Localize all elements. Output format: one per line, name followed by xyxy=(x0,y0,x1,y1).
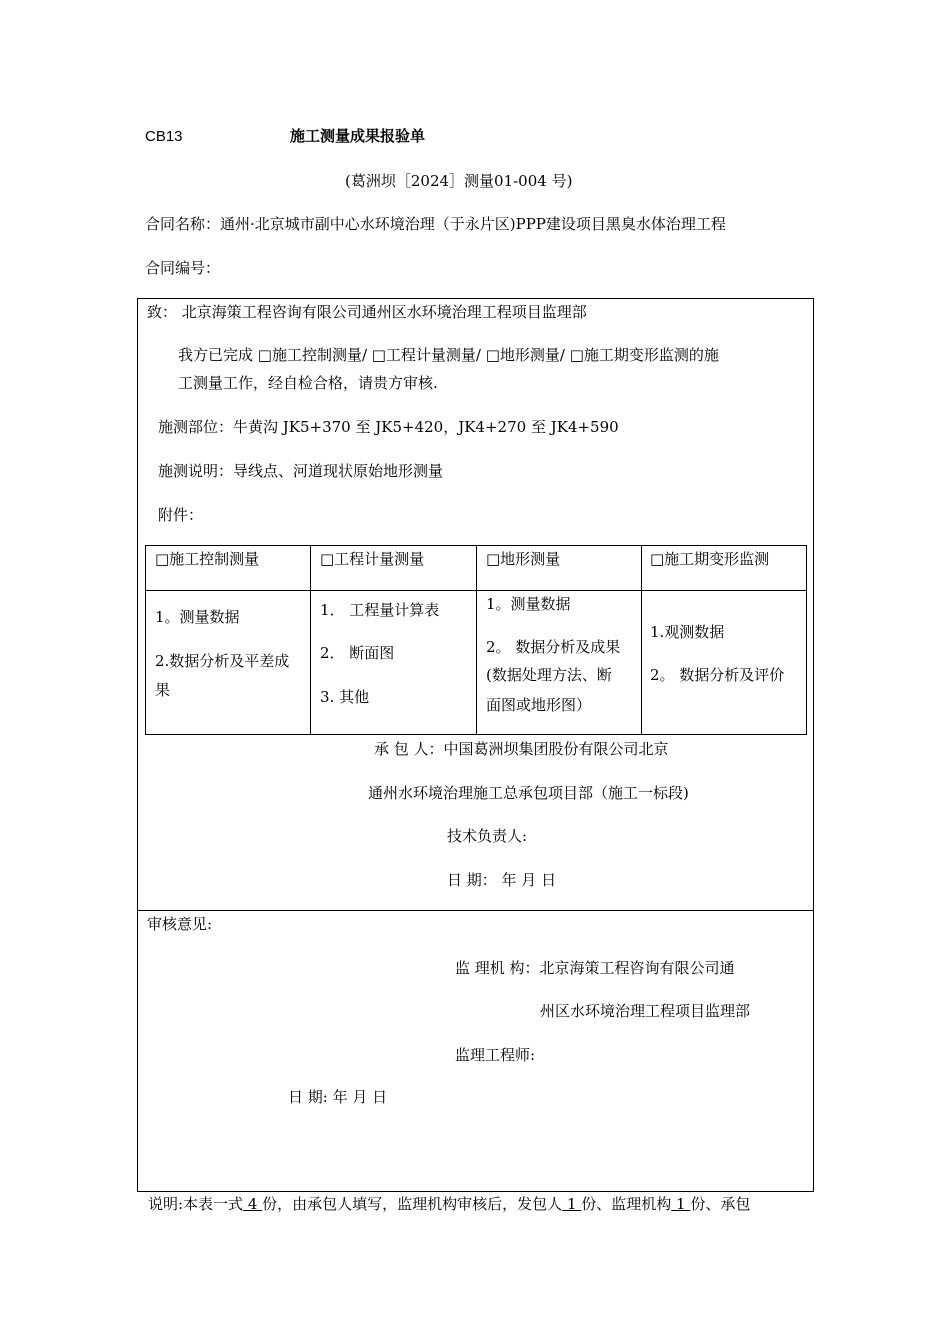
contract-name: 合同名称：通州·北京城市副中心水环境治理（于永片区)PPP建设项目黑臭水体治理工程 xyxy=(145,215,726,233)
note-text: 份、承包 xyxy=(690,1195,751,1213)
table-col-divider xyxy=(476,545,477,735)
page-title: 施工测量成果报验单 xyxy=(290,127,426,145)
contract-number: 合同编号： xyxy=(145,259,221,277)
statement-line-1: 我方已完成 □施工控制测量/ □工程计量测量/ □地形测量/ □施工期变形监测的施 xyxy=(178,346,719,364)
addressee-line: 致： 北京海策工程咨询有限公司通州区水环境治理工程项目监理部 xyxy=(147,303,587,321)
supervising-engineer-label: 监理工程师: xyxy=(455,1046,536,1064)
copies-total: 4 xyxy=(243,1195,263,1213)
survey-location: 施测部位：牛黄沟 JK5+370 至 JK5+420，JK4+270 至 JK4+590 xyxy=(158,418,619,436)
table-cell: 1． 工程量计算表 xyxy=(320,601,440,619)
table-header-deformation-monitoring: □施工期变形监测 xyxy=(650,550,770,568)
contractor-line-1: 承 包 人：中国葛洲坝集团股份有限公司北京 xyxy=(374,740,669,758)
table-cell: 3. 其他 xyxy=(320,688,370,706)
copies-owner: 1 xyxy=(562,1195,582,1213)
agency-line-2: 州区水环境治理工程项目监理部 xyxy=(540,1002,751,1020)
review-label: 审核意见: xyxy=(147,915,213,933)
table-cell: 面图或地形图） xyxy=(486,696,592,714)
footer-note xyxy=(148,1195,750,1213)
table-cell: 1。测量数据 xyxy=(486,595,571,613)
table-cell: 1.观测数据 xyxy=(650,623,725,641)
copies-agency: 1 xyxy=(671,1195,691,1213)
table-header-control-survey: □施工控制测量 xyxy=(155,550,260,568)
attachments-label: 附件： xyxy=(158,506,204,524)
table-header-terrain-survey: □地形测量 xyxy=(486,550,561,568)
table-cell: (数据处理方法、断 xyxy=(486,666,612,684)
contractor-date-line: 日 期： 年 月 日 xyxy=(447,871,557,889)
section-divider xyxy=(137,910,814,911)
review-date-line: 日 期: 年 月 日 xyxy=(288,1088,388,1106)
note-text: 份，由承包人填写，监理机构审核后，发包人 xyxy=(262,1195,563,1213)
table-cell: 2.数据分析及平差成 xyxy=(155,652,290,670)
tech-lead-label: 技术负责人: xyxy=(447,827,528,845)
contractor-line-2: 通州水环境治理施工总承包项目部（施工一标段) xyxy=(368,784,689,802)
table-cell: 2． 断面图 xyxy=(320,644,395,662)
note-text: 说明:本表一式 xyxy=(148,1195,244,1213)
table-cell: 1。测量数据 xyxy=(155,608,240,626)
table-cell: 2。 数据分析及评价 xyxy=(650,666,785,684)
note-text: 份、监理机构 xyxy=(581,1195,672,1213)
table-header-quantity-survey: □工程计量测量 xyxy=(320,550,425,568)
survey-description: 施测说明：导线点、河道现状原始地形测量 xyxy=(158,462,444,480)
report-number: (葛洲坝［2024］测量01-004 号) xyxy=(345,172,573,190)
table-cell: 2。 数据分析及成果 xyxy=(486,638,621,656)
table-col-divider xyxy=(641,545,642,735)
form-code: CB13 xyxy=(145,128,183,145)
table-cell: 果 xyxy=(155,681,171,699)
table-col-divider xyxy=(310,545,311,735)
statement-line-2: 工测量工作，经自检合格，请贵方审核. xyxy=(178,374,438,392)
agency-line-1: 监 理机 构：北京海策工程咨询有限公司通 xyxy=(455,959,735,977)
